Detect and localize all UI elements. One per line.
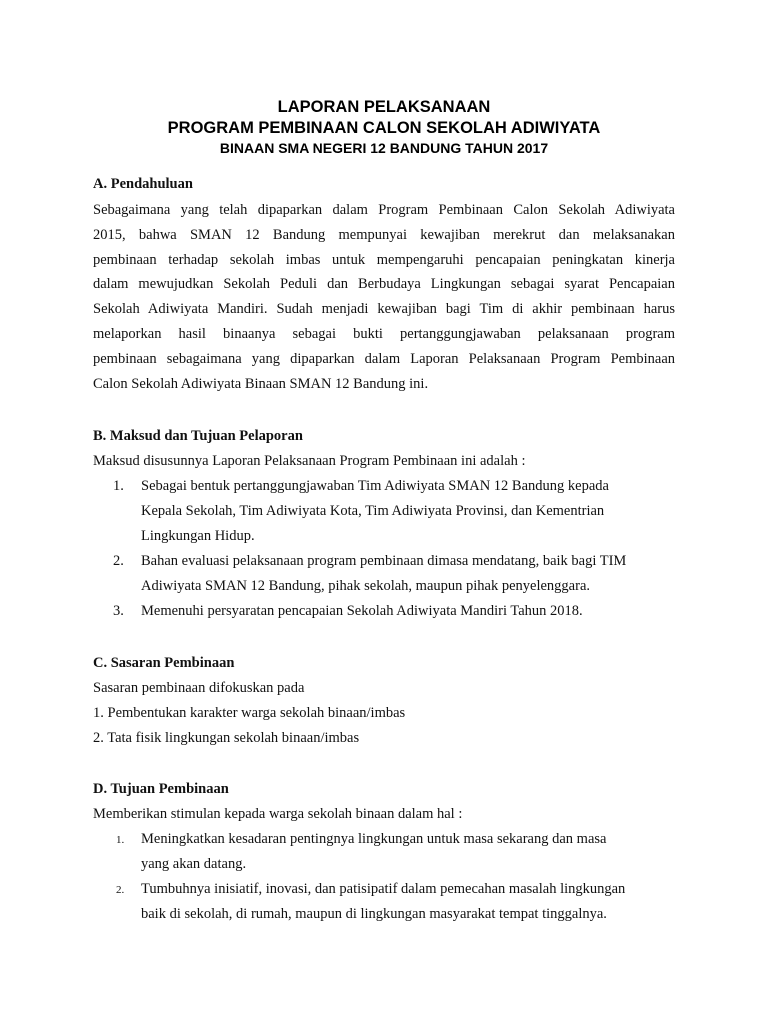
- title-line-2: PROGRAM PEMBINAAN CALON SEKOLAH ADIWIYATA: [167, 119, 601, 137]
- paragraph-line: melaporkan hasil binaanya sebagai bukti pertanggungjawaban pelaksanaan program: [93, 326, 675, 342]
- paragraph-line: dalam mewujudkan Sekolah Peduli dan Berbudaya Lingkungan sebagai syarat Pencapaian: [93, 276, 675, 292]
- section-d-intro: Memberikan stimulan kepada warga sekolah binaan dalam hal :: [93, 806, 463, 822]
- section-b-heading: B. Maksud dan Tujuan Pelaporan: [93, 428, 303, 444]
- paragraph-line: 2015, bahwa SMAN 12 Bandung mempunyai kewajiban merekrut dan melaksanakan: [93, 227, 675, 243]
- list-item-line: yang akan datang.: [141, 856, 247, 872]
- list-item-line: Lingkungan Hidup.: [141, 528, 255, 544]
- list-number: 3.: [113, 603, 124, 619]
- list-item-line: Memenuhi persyaratan pencapaian Sekolah Adiwiyata Mandiri Tahun 2018.: [141, 603, 583, 619]
- list-number: 1.: [116, 834, 125, 846]
- section-c-line: 1. Pembentukan karakter warga sekolah binaan/imbas: [93, 705, 406, 721]
- paragraph-line: pembinaan sebagaimana yang dipaparkan dalam Laporan Pelaksanaan Program Pembinaan: [93, 351, 675, 367]
- paragraph-line: pembinaan terhadap sekolah imbas untuk mempengaruhi pencapaian peningkatan kinerja: [93, 252, 675, 268]
- paragraph-line: Sebagaimana yang telah dipaparkan dalam Program Pembinaan Calon Sekolah Adiwiyata: [93, 202, 675, 218]
- section-c-heading: C. Sasaran Pembinaan: [93, 655, 235, 671]
- section-c-line: 2. Tata fisik lingkungan sekolah binaan/imbas: [93, 730, 360, 746]
- list-item-line: Sebagai bentuk pertanggungjawaban Tim Adiwiyata SMAN 12 Bandung kepada: [141, 478, 609, 494]
- title-line-3: BINAAN SMA NEGERI 12 BANDUNG TAHUN 2017: [219, 140, 549, 156]
- paragraph-line: Sekolah Adiwiyata Mandiri. Sudah menjadi kewajiban bagi Tim di akhir pembinaan harus: [93, 301, 675, 317]
- list-number: 1.: [113, 478, 124, 494]
- section-b-intro: Maksud disusunnya Laporan Pelaksanaan Program Pembinaan ini adalah :: [93, 453, 526, 469]
- paragraph-line: Calon Sekolah Adiwiyata Binaan SMAN 12 Bandung ini.: [93, 376, 429, 392]
- section-d-heading: D. Tujuan Pembinaan: [93, 781, 229, 797]
- list-item-line: Kepala Sekolah, Tim Adiwiyata Kota, Tim Adiwiyata Provinsi, dan Kementrian: [141, 503, 605, 519]
- document-title: [0, 97, 768, 157]
- list-item-line: Bahan evaluasi pelaksanaan program pembinaan dimasa mendatang, baik bagi TIM: [141, 553, 627, 569]
- list-number: 2.: [116, 884, 125, 896]
- list-item-line: baik di sekolah, di rumah, maupun di lingkungan masyarakat tempat tinggalnya.: [141, 906, 607, 922]
- list-item-line: Adiwiyata SMAN 12 Bandung, pihak sekolah, maupun pihak penyelenggara.: [141, 578, 591, 594]
- list-item-line: Tumbuhnya inisiatif, inovasi, dan patisipatif dalam pemecahan masalah lingkungan: [141, 881, 626, 897]
- list-number: 2.: [113, 553, 124, 569]
- list-item-line: Meningkatkan kesadaran pentingnya lingkungan untuk masa sekarang dan masa: [141, 831, 607, 847]
- section-a-heading: A. Pendahuluan: [93, 176, 193, 192]
- title-line-1: LAPORAN PELAKSANAAN: [277, 98, 491, 116]
- section-c-line: Sasaran pembinaan difokuskan pada: [93, 680, 305, 696]
